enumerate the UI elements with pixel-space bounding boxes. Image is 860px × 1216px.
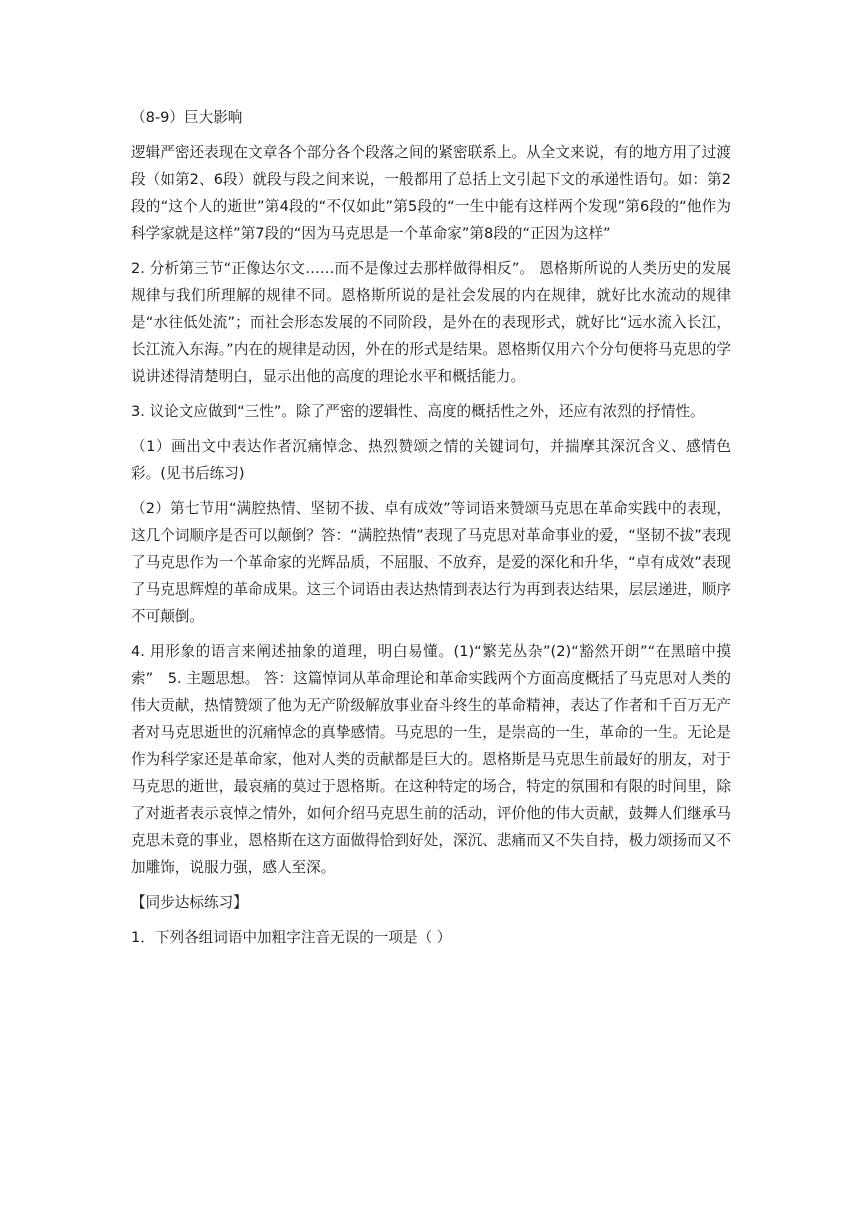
paragraph-logic: 逻辑严密还表现在文章各个部分各个段落之间的紧密联系上。从全文来说，有的地方用了过渡段（如第2、6段）就段与段之间来说，一般都用了总括上文引起下文的承递性语句。如：第2段的“这个人的逝世”第4段的“不仅如此”第5段的“一生中能有这样两个发现”第6段的“他作为科学家就是这样”第7段的“因为马克思是一个革命家”第8段的“正因为这样” [131, 144, 731, 242]
exercise-question-1: 1．下列各组词语中加粗字注音无误的一项是（ ） [131, 929, 452, 946]
document-body [131, 104, 731, 959]
paragraph-subpoint-2: （2）第七节用“满腔热情、坚韧不拔、卓有成效”等词语来赞颂马克思在革命实践中的表现，这几个词顺序是否可以颠倒？答：“满腔热情”表现了马克思对革命事业的爱，“坚韧不拔”表现了马克思作为一个革命家的光辉品质，不屈服、不放弃，是爱的深化和升华，“卓有成效”表现了马克思辉煌的革命成果。这三个词语由表达热情到表达行为再到表达结果，层层递进，顺序不可颠倒。 [131, 500, 731, 625]
paragraph-subpoint-1: （1）画出文中表达作者沉痛悼念、热烈赞颂之情的关键词句，并揣摩其深沉含义、感情色彩。(见书后练习) [131, 438, 731, 482]
exercise-heading: 【同步达标练习】 [131, 894, 248, 911]
paragraph-point-3: 3. 议论文应做到“三性”。除了严密的逻辑性、高度的概括性之外，还应有浓烈的抒情性。 [131, 403, 705, 420]
paragraph-point-2: 2. 分析第三节“正像达尔文……而不是像过去那样做得相反”。 恩格斯所说的人类历史的发展规律与我们所理解的规律不同。恩格斯所说的是社会发展的内在规律，就好比水流动的规律是“水往低处流”；而社会形态发展的不同阶段，是外在的表现形式，就好比“远水流入长江，长江流入东海。”内在的规律是动因，外在的形式是结果。恩格斯仅用六个分句便将马克思的学说讲述得清楚明白，显示出他的高度的理论水平和概括能力。 [131, 260, 731, 385]
section-heading: （8-9）巨大影响 [131, 109, 243, 126]
paragraph-point-4-5: 4. 用形象的语言来阐述抽象的道理，明白易懂。(1)“繁芜丛杂”(2)“豁然开朗”“在黑暗中摸索” 5. 主题思想。 答：这篇悼词从革命理论和革命实践两个方面高度概括了马克思对人类的伟大贡献，热情赞颂了他为无产阶级解放事业奋斗终生的革命精神，表达了作者和千百万无产者对马克思逝世的沉痛悼念的真挚感情。马克思的一生，是崇高的一生，革命的一生。无论是作为科学家还是革命家，他对人类的贡献都是巨大的。恩格斯是马克思生前最好的朋友，对于马克思的逝世，最哀痛的莫过于恩格斯。在这种特定的场合，特定的氛围和有限的时间里，除了对逝者表示哀悼之情外，如何介绍马克思生前的活动，评价他的伟大贡献，鼓舞人们继承马克思未竟的事业，恩格斯在这方面做得恰到好处，深沉、悲痛而又不失自持，极力颂扬而又不加雕饰，说服力强，感人至深。 [131, 643, 731, 876]
